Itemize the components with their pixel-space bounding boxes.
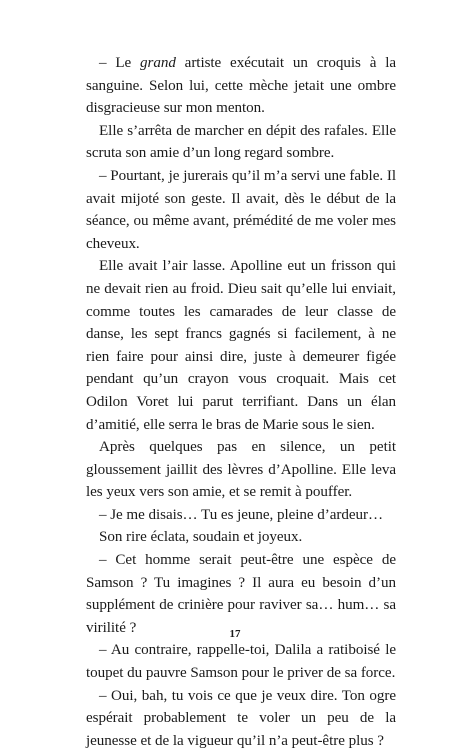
paragraph-1-end: artiste exécutait un croquis à la sanguine. Selon lui, cette mèche jetait une ombre disgracieuse sur mon menton.: [86, 55, 396, 117]
paragraph-9: – Au contraire, rappelle-toi, Dalila a ratiboisé le toupet du pauvre Samson pour le priver de sa force.: [86, 642, 396, 682]
paragraph-2: Elle s’arrêta de marcher en dépit des rafales. Elle scruta son amie d’un long regard sombre.: [86, 122, 396, 162]
paragraph-1-start: – Le: [99, 55, 141, 71]
paragraph-10: – Oui, bah, tu vois ce que je veux dire. Ton ogre espérait probablement te voler un peu de la jeunesse et de la vigueur qu’il n’a peut-être plus ?: [86, 687, 396, 749]
paragraph-4: Elle avait l’air lasse. Apolline eut un frisson qui ne devait rien au froid. Dieu sait qu’elle lui enviait, comme toutes les camarades de leur classe de danse, les sept francs gagnés si facilement, à ne rien faire pour ainsi dire, juste à demeurer figée pendant qu’un crayon vous croquait. Mais cet Odilon Voret lui parut terrifiant. Dans un élan d’amitié, elle serra le bras de Marie sous le sien.: [86, 258, 396, 433]
paragraph-5: Après quelques pas en silence, un petit gloussement jaillit des lèvres d’Apolline. Elle leva les yeux vers son amie, et se remit à pouffer.: [86, 439, 396, 501]
paragraph-3: – Pourtant, je jurerais qu’il m’a servi une fable. Il avait mijoté son geste. Il avait, dès le début de la séance, ou même avant, prémédité de me voler mes cheveux.: [86, 167, 396, 252]
paragraph-8: – Cet homme serait peut-être une espèce de Samson ? Tu imagines ? Il aura eu besoin d’un supplément de crinière pour raviver sa… hum… sa virilité ?: [86, 552, 396, 636]
paragraph-1: [86, 52, 396, 120]
emphasis-grand: grand: [140, 55, 176, 71]
page-number: 17: [229, 628, 241, 640]
body-text: [86, 52, 396, 752]
paragraph-7: Son rire éclata, soudain et joyeux.: [99, 529, 303, 546]
paragraph-6: – Je me disais… Tu es jeune, pleine d’ardeur…: [99, 506, 384, 523]
